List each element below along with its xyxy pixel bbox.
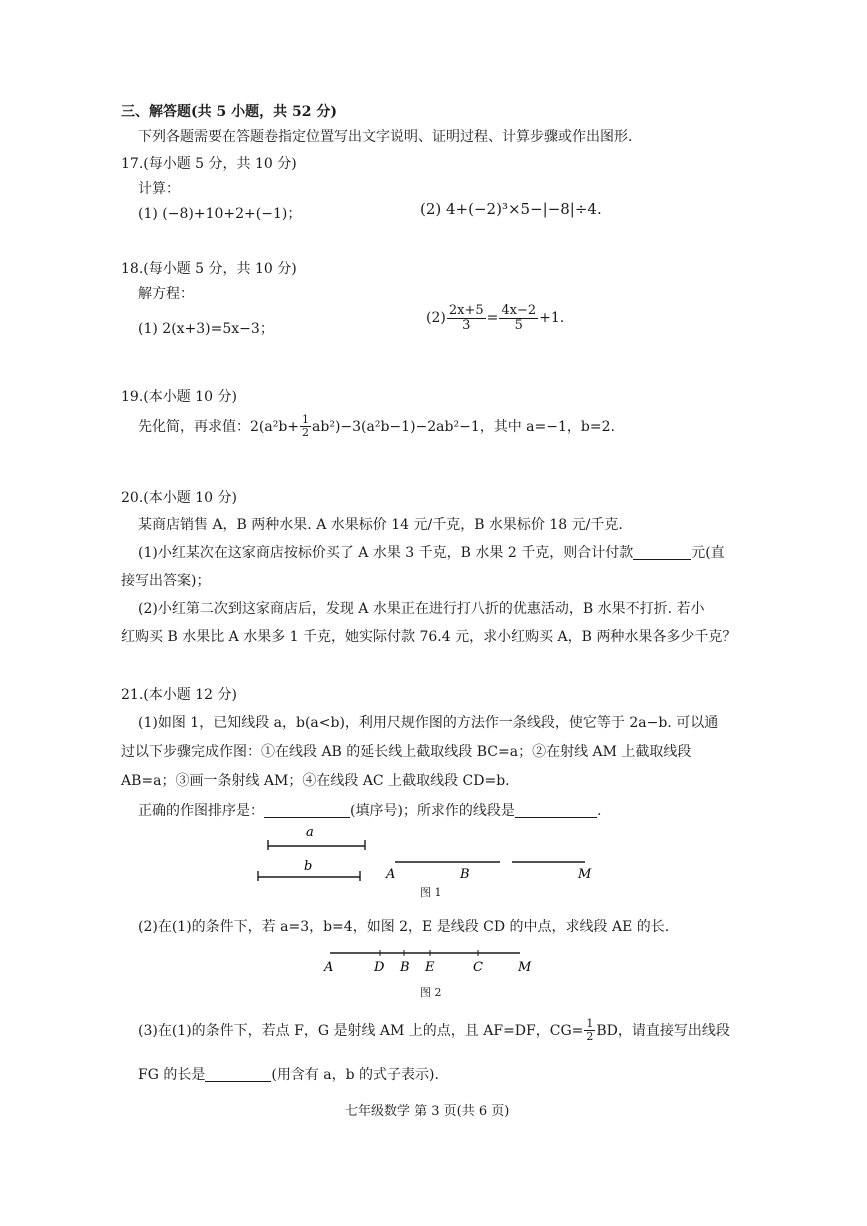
q18-fraction-2-num: 4x−2 (501, 303, 537, 318)
q21-segment-blank[interactable] (515, 803, 597, 818)
q21-line6-a: (3)在(1)的条件下，若点 F，G 是射线 AM 上的点，且 AF=DF，CG= (138, 1023, 584, 1040)
q20-line1: 某商店销售 A，B 两种水果. A 水果标价 14 元/千克，B 水果标价 18 元/千克. (138, 517, 623, 533)
q21-line4-b: (填序号)；所求作的线段是 (350, 803, 515, 819)
page-footer: 七年级数学 第 3 页(共 6 页) (345, 1104, 510, 1119)
q18-lead: 解方程： (138, 286, 194, 302)
section-title: 三、解答题(共 5 小题，共 52 分) (121, 104, 337, 120)
q17-header: 17.(每小题 5 分，共 10 分) (121, 156, 297, 172)
figure-1-caption: 图 1 (420, 886, 442, 899)
q18-fraction-1-num: 2x+5 (448, 303, 484, 318)
q20-line3: 接写出答案)； (121, 573, 211, 589)
q21-line7 (138, 1064, 439, 1084)
q21-fg-blank[interactable] (205, 1067, 271, 1082)
point-a: A (324, 960, 334, 975)
q20-answer-blank[interactable] (633, 545, 691, 560)
q21-line1: (1)如图 1，已知线段 a，b(a<b)，利用尺规作图的方法作一条线段，使它等于 2a−b. 可以通 (138, 715, 719, 731)
q19-fraction-num: 1 (302, 413, 310, 426)
q19-header: 19.(本小题 10 分) (121, 389, 237, 405)
q21-line2: 过以下步骤完成作图：①在线段 AB 的延长线上截取线段 BC=a；②在射线 AM 上截取线段 (121, 744, 692, 760)
q21-line4-a: 正确的作图排序是： (138, 803, 264, 819)
q21-line4-c: . (596, 803, 602, 819)
q20-line4: (2)小红第二次到这家商店后，发现 A 水果正在进行打八折的优惠活动，B 水果不打折. 若小 (138, 601, 705, 617)
q21-line5: (2)在(1)的条件下，若 a=3，b=4，如图 2，E 是线段 CD 的中点，求线段 AE 的长. (138, 919, 670, 935)
q19-fraction-den: 2 (302, 425, 310, 439)
q21-line6-fraction-den: 2 (586, 1029, 594, 1043)
q17-lead: 计算： (138, 181, 180, 197)
section-instruction: 下列各题需要在答题卷指定位置写出文字说明、证明过程、计算步骤或作出图形. (138, 129, 633, 145)
q18-part2-prefix: (2) (426, 310, 446, 327)
q17-part2: (2) 4+(−2)³×5−|−8|÷4. (420, 200, 602, 218)
q21-order-blank[interactable] (264, 803, 350, 818)
q21-line7-b: (用含有 a，b 的式子表示). (271, 1067, 439, 1083)
q19-text-a: 先化简，再求值：2(a²b+ (138, 419, 300, 436)
q19-body (138, 414, 615, 438)
figure-2-caption: 图 2 (420, 986, 442, 999)
q18-fraction-2 (499, 304, 538, 332)
q21-line6 (138, 1018, 730, 1042)
q21-line4 (138, 800, 601, 820)
label-a: a (306, 825, 314, 840)
q18-fraction-1-den: 3 (462, 317, 471, 333)
q21-line6-fraction (584, 1018, 595, 1042)
point-c: C (473, 960, 483, 975)
q20-header: 20.(本小题 10 分) (121, 490, 237, 506)
segment-a (268, 840, 365, 850)
q19-text-b: ab²)−3(a²b−1)−2ab²−1，其中 a=−1，b=2. (312, 419, 615, 436)
q18-part1: (1) 2(x+3)=5x−3； (138, 321, 274, 337)
q21-line6-b: BD，请直接写出线段 (596, 1023, 730, 1040)
q18-fraction-1 (447, 304, 486, 332)
q17-part1: (1) (−8)+10+2+(−1)； (138, 206, 302, 222)
point-e: E (425, 960, 435, 975)
point-b: B (400, 960, 410, 975)
q20-line5: 红购买 B 水果比 A 水果多 1 千克，她实际付款 76.4 元，求小红购买 A，B 两种水果各多少千克？ (121, 629, 737, 645)
q18-fraction-2-den: 5 (514, 317, 523, 333)
q19-fraction (300, 414, 311, 438)
q21-line6-fraction-num: 1 (586, 1017, 594, 1030)
point-a: A (386, 867, 396, 882)
q21-line7-a: FG 的长是 (138, 1067, 206, 1083)
q20-line2-b: 元(直 (691, 545, 725, 561)
figure-2 (320, 945, 540, 979)
q21-line3: AB=a；③画一条射线 AM；④在线段 AC 上截取线段 CD=b. (121, 773, 510, 789)
q18-part2-suffix: +1. (539, 310, 565, 327)
point-b: B (460, 867, 470, 882)
q20-line2-a: (1)小红某次在这家商店按标价买了 A 水果 3 千克，B 水果 2 千克，则合计付款 (138, 545, 634, 561)
point-m: M (518, 960, 532, 975)
q21-header: 21.(本小题 12 分) (121, 687, 237, 703)
label-b: b (304, 859, 313, 874)
point-d: D (374, 960, 385, 975)
q18-equals: = (486, 310, 499, 327)
q20-line2 (138, 542, 725, 562)
q18-part2 (426, 304, 564, 332)
point-m: M (578, 867, 592, 882)
q18-header: 18.(每小题 5 分，共 10 分) (121, 261, 297, 277)
